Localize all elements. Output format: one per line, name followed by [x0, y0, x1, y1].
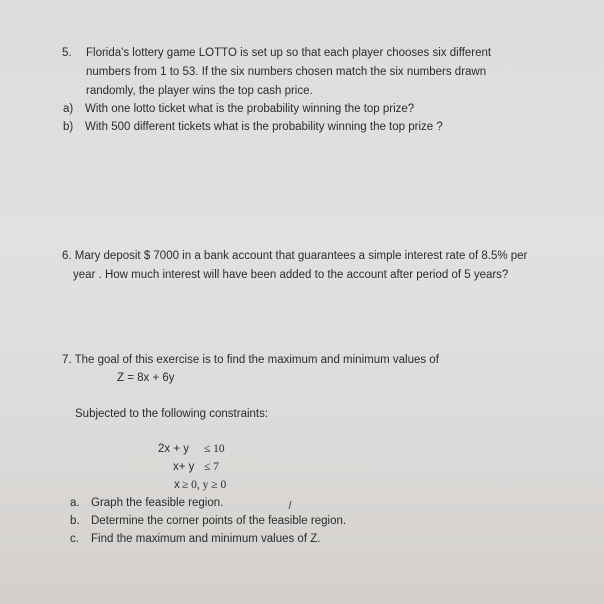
constraint-2-rhs: ≤ 7: [204, 461, 219, 473]
q5-line-1: Florida's lottery game LOTTO is set up so that each player chooses six different: [86, 47, 492, 59]
constraint-1-lhs: 2x + y: [158, 443, 190, 455]
q7b-text: Determine the corner points of the feasible region.: [91, 515, 347, 527]
q5-line-3: randomly, the player wins the top cash price.: [86, 85, 313, 97]
constraint-2-lhs: x+ y: [173, 461, 195, 473]
q5a-text: With one lotto ticket what is the probability winning the top prize?: [85, 103, 415, 115]
q5-line-2: numbers from 1 to 53. If the six numbers chosen match the six numbers drawn: [86, 66, 487, 78]
q7b-label: b.: [70, 515, 80, 527]
q6-line-2: year . How much interest will have been added to the account after period of 5 years?: [73, 269, 509, 281]
q7-line-1: 7. The goal of this exercise is to find the maximum and minimum values of: [62, 354, 439, 366]
q7c-label: c.: [70, 533, 79, 545]
q7a-label: a.: [70, 497, 80, 509]
constraint-3-lhs: x: [174, 479, 180, 491]
q5b-text: With 500 different tickets what is the probability winning the top prize ?: [85, 121, 443, 133]
q7a-text: Graph the feasible region.: [91, 497, 224, 509]
q5a-label: a): [63, 103, 74, 115]
q6-line-1: 6. Mary deposit $ 7000 in a bank account that guarantees a simple interest rate of 8.5% per: [62, 250, 528, 262]
constraint-1-rhs: ≤ 10: [204, 443, 225, 455]
cursor-mark: [287, 500, 293, 510]
q7-objective: Z = 8x + 6y: [117, 372, 175, 384]
constraint-3-rhs: ≥ 0, y ≥ 0: [182, 479, 227, 491]
q7c-text: Find the maximum and minimum values of Z.: [91, 533, 321, 545]
q5-number: 5.: [62, 47, 72, 59]
q7-subjected: Subjected to the following constraints:: [75, 408, 269, 420]
q5b-label: b): [63, 121, 74, 133]
